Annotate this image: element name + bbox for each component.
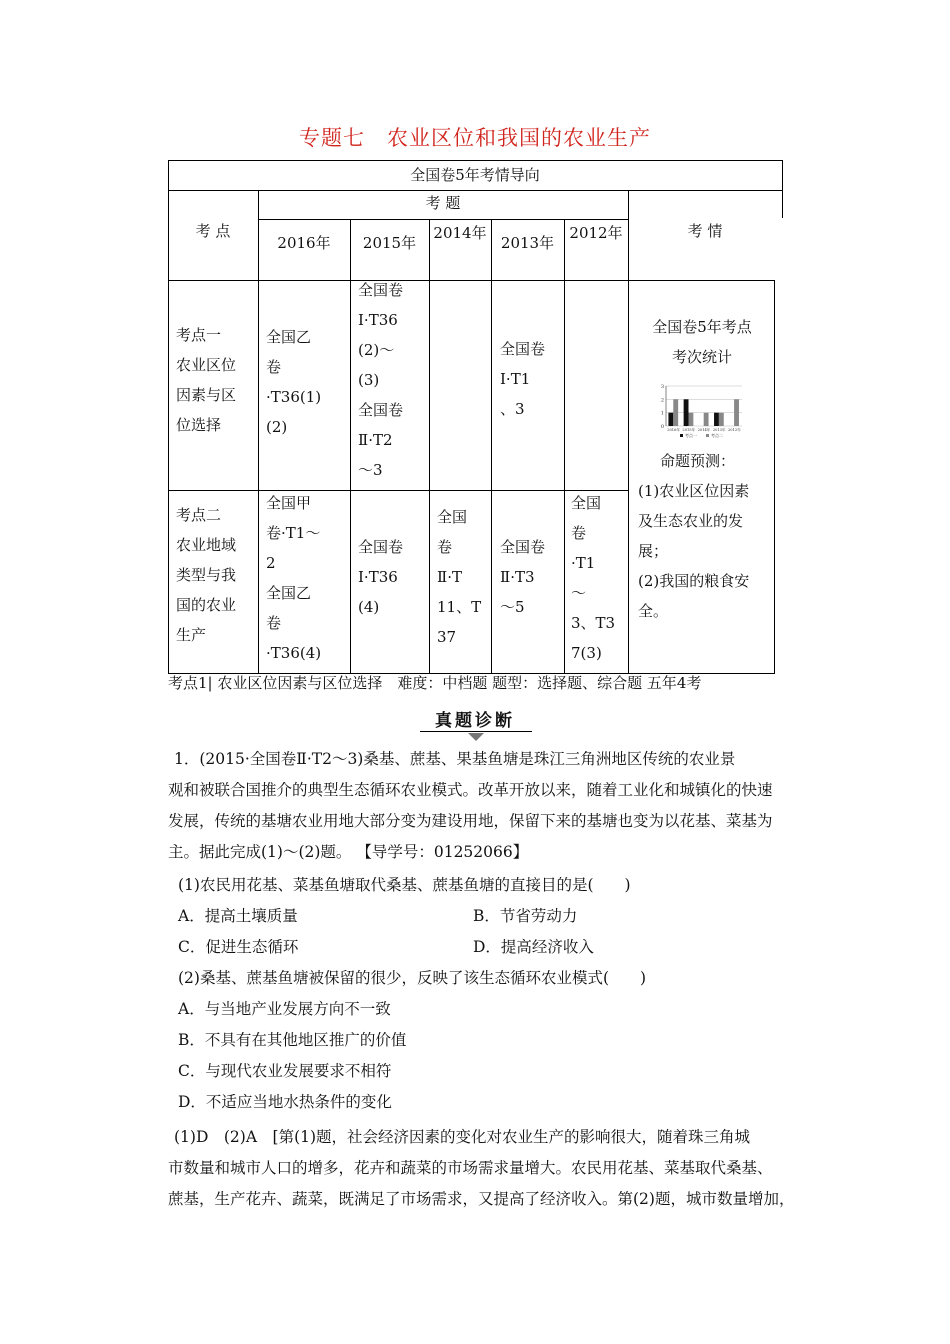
table-caption: 全国卷5年考情导向 [410, 166, 540, 184]
mini-bar [719, 413, 724, 426]
question-stem: 1．(2015·全国卷Ⅱ·T2～3)桑基、蔗基、果基鱼塘是珠江三角洲地区传统的农业景 观和被联合国推介的典型生态循环农业模式。改革开放以来，随着工业化和城镇化的快速 发展，传统的基塘农业用地大部分变为建设用地，保留下来的基塘也变为以花基、菜基为 主。据此完成(1)～(2)题。 【导学号：01252066】 [168, 750, 773, 861]
mini-ytick: 2 [660, 397, 664, 404]
heading-triangle-icon [468, 733, 484, 742]
heading-underline [420, 731, 532, 732]
mini-bar [704, 413, 709, 426]
mini-xtick: 2012年 [728, 428, 741, 432]
mini-legend-label: 考点一 [685, 433, 697, 438]
year-2014: 2014年 [433, 224, 487, 242]
row2-2016: 全国甲 卷·T1～ 2 全国乙 卷 ·T36(4) [266, 494, 322, 662]
q2-option-c: C．与现代农业发展要求不相符 [178, 1062, 392, 1080]
mini-bar [668, 413, 673, 426]
stats-bar-chart [656, 380, 746, 440]
row2-2013: 全国卷 Ⅱ·T3 ～5 [500, 538, 546, 616]
title-part2: 农业区位和我国的农业生产 [387, 126, 651, 150]
q2-option-a: A．与当地产业发展方向不一致 [178, 1000, 391, 1018]
page-title [0, 122, 950, 152]
prediction-label: 命题预测： [660, 452, 736, 470]
row2-2014: 全国 卷 Ⅱ·T 11、T 37 [437, 508, 482, 646]
question-2: (2)桑基、蔗基鱼塘被保留的很少，反映了该生态循环农业模式( ) [178, 969, 647, 987]
row1-2013: 全国卷 Ⅰ·T1 、3 [500, 340, 546, 418]
row1-2016: 全国乙 卷 ·T36(1) (2) [266, 328, 322, 436]
mini-xtick: 2016年 [667, 428, 680, 432]
q1-option-b: B．节省劳动力 [473, 907, 578, 925]
mini-bar [684, 399, 689, 426]
mini-legend-label: 考点二 [711, 433, 723, 438]
q2-option-b: B．不具有在其他地区推广的价值 [178, 1031, 407, 1049]
title-part1: 专题七 [299, 126, 365, 150]
q1-option-a: A．提高土壤质量 [178, 907, 298, 925]
mini-xtick: 2013年 [712, 428, 726, 432]
answer-explanation: (1)D (2)A [第(1)题，社会经济因素的变化对农业生产的影响很大，随着珠三角城 市数量和城市人口的增多，花卉和蔬菜的市场需求量增大。农民用花基、菜基取代桑基、 蔗基，生产花卉、蔬菜，既满足了市场需求，又提高了经济收入。第(2)题，城市数量增加， [168, 1128, 795, 1208]
mini-legend-swatch [706, 434, 709, 437]
question-1: (1)农民用花基、菜基鱼塘取代桑基、蔗基鱼塘的直接目的是( ) [178, 876, 631, 894]
header-kaodian: 考 点 [195, 222, 231, 240]
row2-point: 考点二 农业地域 类型与我 国的农业 生产 [176, 506, 237, 644]
header-kaoti: 考 题 [425, 194, 461, 212]
year-2015: 2015年 [362, 234, 417, 252]
mini-bar [688, 413, 693, 426]
row2-2015: 全国卷 Ⅰ·T36 (4) [358, 538, 404, 616]
year-2016: 2016年 [277, 234, 331, 252]
q1-option-c: C．促进生态循环 [178, 938, 299, 956]
mini-ytick: 0 [660, 424, 664, 430]
mini-bar [734, 399, 739, 426]
row2-2012: 全国 卷 ·T1 ～ 3、T3 7(3) [571, 494, 616, 662]
year-2012: 2012年 [569, 224, 623, 242]
mini-xtick: 2015年 [682, 428, 696, 432]
mini-bar [714, 413, 719, 426]
exam-point-summary: 考点1| 农业区位因素与区位选择 难度：中档题 题型：选择题、综合题 五年4考 [168, 674, 702, 692]
mini-legend-swatch [680, 434, 683, 437]
section-heading: 真题诊断 [435, 711, 515, 731]
q1-option-d: D．提高经济收入 [473, 938, 594, 956]
mini-xtick: 2014年 [697, 428, 711, 432]
mini-ytick: 1 [660, 410, 664, 417]
mini-ytick: 3 [660, 384, 664, 390]
year-2013: 2013年 [500, 234, 555, 252]
stats-title: 全国卷5年考点 考次统计 [652, 318, 752, 366]
prediction-text: (1)农业区位因素 及生态农业的发 展； (2)我国的粮食安 全。 [638, 482, 750, 620]
row1-2015: 全国卷 Ⅰ·T36 (2)～ (3) 全国卷 Ⅱ·T2 ～3 [358, 281, 404, 479]
row1-point: 考点一 农业区位 因素与区 位选择 [176, 326, 237, 434]
header-kaoqing: 考 情 [687, 222, 723, 240]
q2-option-d: D．不适应当地水热条件的变化 [178, 1093, 392, 1111]
mini-bar [673, 399, 678, 426]
